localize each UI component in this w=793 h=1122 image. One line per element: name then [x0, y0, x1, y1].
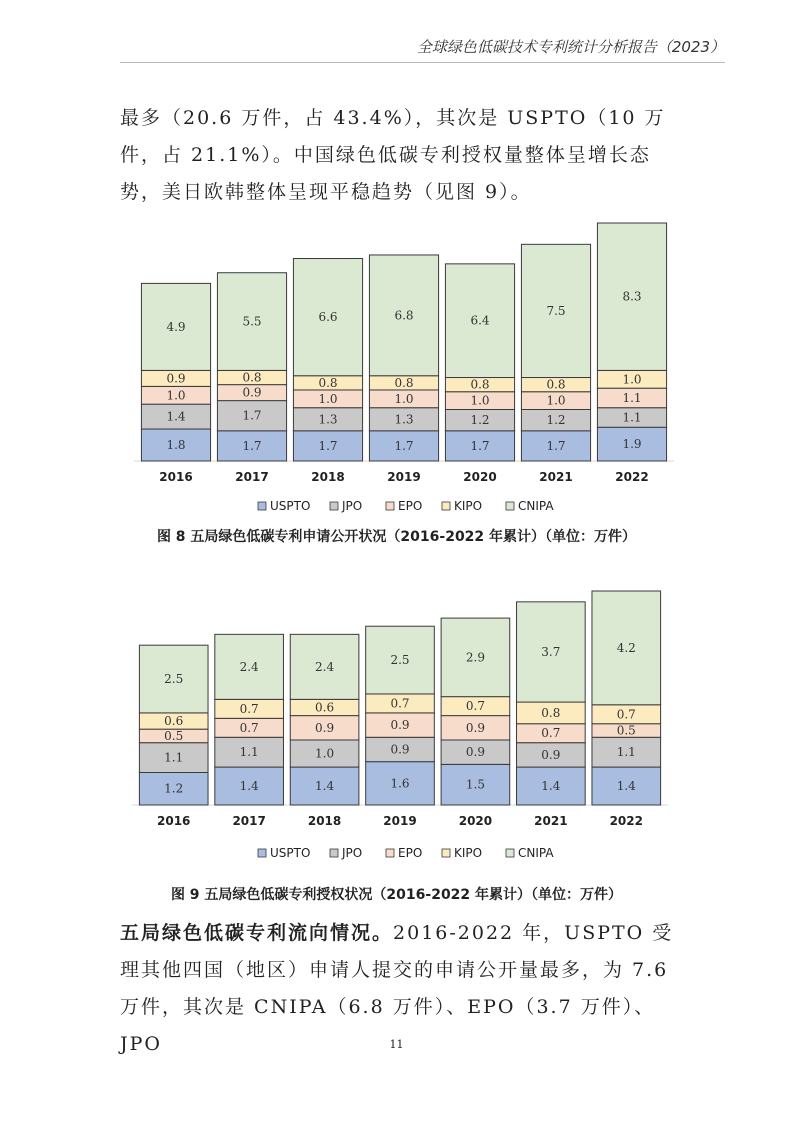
data-label-jpo-2021: 0.9 — [541, 747, 561, 762]
x-tick-label: 2019 — [387, 470, 421, 484]
x-tick-label: 2018 — [307, 814, 342, 828]
header-rule — [120, 62, 725, 63]
legend-label-jpo: JPO — [342, 846, 363, 860]
legend-swatch-jpo — [330, 849, 338, 857]
legend-label-epo: EPO — [398, 846, 423, 860]
figure-9-chart — [120, 585, 680, 865]
x-tick-label: 2016 — [159, 470, 193, 484]
data-label-epo-2019: 0.9 — [390, 718, 410, 733]
data-label-epo-2020: 1.0 — [470, 393, 490, 408]
data-label-kipo-2022: 1.0 — [622, 372, 642, 387]
legend-label-epo: EPO — [398, 499, 423, 513]
legend-label-kipo: KIPO — [454, 499, 483, 513]
legend-swatch-uspto — [258, 849, 266, 857]
data-label-jpo-2021: 1.2 — [546, 413, 566, 428]
legend-swatch-cnipa — [506, 849, 514, 857]
data-label-epo-2017: 0.9 — [242, 385, 262, 400]
data-label-jpo-2016: 1.1 — [164, 750, 184, 765]
data-label-kipo-2020: 0.8 — [470, 377, 490, 392]
data-label-cnipa-2017: 5.5 — [242, 314, 262, 329]
x-tick-label: 2016 — [157, 814, 191, 828]
data-label-epo-2018: 0.9 — [315, 720, 335, 735]
data-label-uspto-2016: 1.2 — [164, 781, 184, 796]
legend-label-cnipa: CNIPA — [518, 499, 554, 513]
data-label-epo-2017: 0.7 — [239, 720, 259, 735]
data-label-epo-2016: 0.5 — [164, 728, 184, 743]
data-label-kipo-2017: 0.8 — [242, 370, 262, 385]
data-label-cnipa-2022: 8.3 — [622, 289, 642, 304]
data-label-epo-2021: 1.0 — [546, 393, 566, 408]
legend-swatch-uspto — [258, 502, 266, 510]
legend-label-kipo: KIPO — [454, 846, 483, 860]
data-label-cnipa-2021: 3.7 — [541, 644, 561, 659]
data-label-kipo-2020: 0.7 — [465, 699, 485, 714]
data-label-cnipa-2020: 6.4 — [470, 313, 490, 328]
x-tick-label: 2017 — [235, 470, 269, 484]
x-tick-label: 2021 — [534, 814, 568, 828]
data-label-uspto-2016: 1.8 — [166, 438, 186, 453]
legend-label-uspto: USPTO — [270, 846, 311, 860]
data-label-jpo-2016: 1.4 — [166, 409, 186, 424]
data-label-cnipa-2019: 2.5 — [390, 653, 410, 668]
data-label-uspto-2017: 1.7 — [242, 438, 262, 453]
data-label-uspto-2017: 1.4 — [239, 779, 259, 794]
running-header: 全球绿色低碳技术专利统计分析报告（2023） — [416, 38, 725, 56]
x-tick-label: 2017 — [232, 814, 266, 828]
data-label-kipo-2016: 0.9 — [166, 371, 186, 386]
legend-label-cnipa: CNIPA — [518, 846, 554, 860]
data-label-uspto-2022: 1.9 — [622, 437, 642, 452]
data-label-epo-2019: 1.0 — [394, 391, 414, 406]
x-tick-label: 2020 — [458, 814, 493, 828]
x-tick-label: 2018 — [311, 470, 345, 484]
figure-8-chart — [120, 218, 680, 518]
data-label-jpo-2018: 1.3 — [318, 412, 338, 427]
data-label-kipo-2021: 0.8 — [541, 705, 561, 720]
data-label-cnipa-2016: 4.9 — [166, 319, 186, 334]
data-label-jpo-2020: 0.9 — [465, 745, 485, 760]
x-tick-label: 2022 — [609, 814, 643, 828]
paragraph-top: 最多（20.6 万件，占 43.4%），其次是 USPTO（10 万件，占 21.1%）。中国绿色低碳专利授权量整体呈增长态势，美日欧韩整体呈现平稳趋势（见图 9）。 — [120, 107, 666, 203]
x-tick-label: 2021 — [539, 470, 573, 484]
legend-label-uspto: USPTO — [270, 499, 311, 513]
data-label-kipo-2018: 0.8 — [318, 375, 338, 390]
data-label-kipo-2019: 0.7 — [390, 696, 410, 711]
legend-swatch-jpo — [330, 502, 338, 510]
data-label-kipo-2019: 0.8 — [394, 375, 414, 390]
figure-8-svg — [120, 218, 680, 518]
data-label-jpo-2017: 1.1 — [239, 745, 259, 760]
page-number: 11 — [389, 1038, 404, 1051]
data-label-epo-2021: 0.7 — [541, 726, 561, 741]
paragraph-bottom-lead: 五局绿色低碳专利流向情况。 — [120, 922, 394, 944]
data-label-uspto-2021: 1.7 — [546, 438, 566, 453]
x-tick-label: 2022 — [615, 470, 649, 484]
data-label-jpo-2022: 1.1 — [616, 745, 636, 760]
data-label-cnipa-2018: 6.6 — [318, 310, 338, 325]
data-label-uspto-2020: 1.7 — [470, 438, 490, 453]
data-label-jpo-2017: 1.7 — [242, 408, 262, 423]
data-label-jpo-2022: 1.1 — [622, 410, 642, 425]
data-label-jpo-2018: 1.0 — [315, 746, 335, 761]
data-label-epo-2020: 0.9 — [465, 720, 485, 735]
legend-swatch-cnipa — [506, 502, 514, 510]
data-label-jpo-2019: 1.3 — [394, 412, 414, 427]
data-label-uspto-2020: 1.5 — [465, 777, 485, 792]
data-label-kipo-2022: 0.7 — [616, 707, 636, 722]
figure-9-caption: 图 9 五局绿色低碳专利授权状况（2016-2022 年累计）（单位：万件） — [170, 887, 623, 903]
data-label-jpo-2019: 0.9 — [390, 742, 410, 757]
legend-swatch-kipo — [442, 502, 450, 510]
data-label-kipo-2016: 0.6 — [164, 714, 184, 729]
data-label-epo-2022: 1.1 — [622, 390, 642, 405]
data-label-cnipa-2016: 2.5 — [164, 672, 184, 687]
data-label-cnipa-2021: 7.5 — [546, 303, 566, 318]
figure-9-svg — [120, 585, 680, 865]
x-tick-label: 2019 — [383, 814, 417, 828]
x-tick-label: 2020 — [463, 470, 497, 484]
data-label-cnipa-2017: 2.4 — [239, 659, 259, 674]
data-label-uspto-2018: 1.4 — [315, 779, 335, 794]
data-label-uspto-2018: 1.7 — [318, 438, 338, 453]
data-label-epo-2018: 1.0 — [318, 391, 338, 406]
data-label-epo-2022: 0.5 — [616, 723, 636, 738]
figure-8-caption: 图 8 五局绿色低碳专利申请公开状况（2016-2022 年累计）（单位：万件） — [156, 529, 637, 545]
data-label-kipo-2021: 0.8 — [546, 377, 566, 392]
data-label-uspto-2019: 1.7 — [394, 438, 414, 453]
data-label-jpo-2020: 1.2 — [470, 413, 490, 428]
legend-swatch-kipo — [442, 849, 450, 857]
legend-swatch-epo — [386, 502, 394, 510]
data-label-uspto-2021: 1.4 — [541, 779, 561, 794]
data-label-uspto-2019: 1.6 — [390, 776, 410, 791]
data-label-kipo-2017: 0.7 — [239, 701, 259, 716]
data-label-cnipa-2022: 4.2 — [616, 640, 636, 655]
data-label-uspto-2022: 1.4 — [616, 779, 636, 794]
paragraph-bottom-text: 2016-2022 年，USPTO 受理其他四国（地区）申请人提交的申请公开量最多，为 7.6 万件，其次是 CNIPA（6.8 万件）、EPO（3.7 万件）、JPO — [120, 922, 674, 1055]
data-label-cnipa-2020: 2.9 — [465, 650, 485, 665]
data-label-cnipa-2019: 6.8 — [394, 308, 414, 323]
data-label-kipo-2018: 0.6 — [315, 700, 335, 715]
data-label-epo-2016: 1.0 — [166, 388, 186, 403]
data-label-cnipa-2018: 2.4 — [315, 659, 335, 674]
legend-label-jpo: JPO — [342, 499, 363, 513]
legend-swatch-epo — [386, 849, 394, 857]
